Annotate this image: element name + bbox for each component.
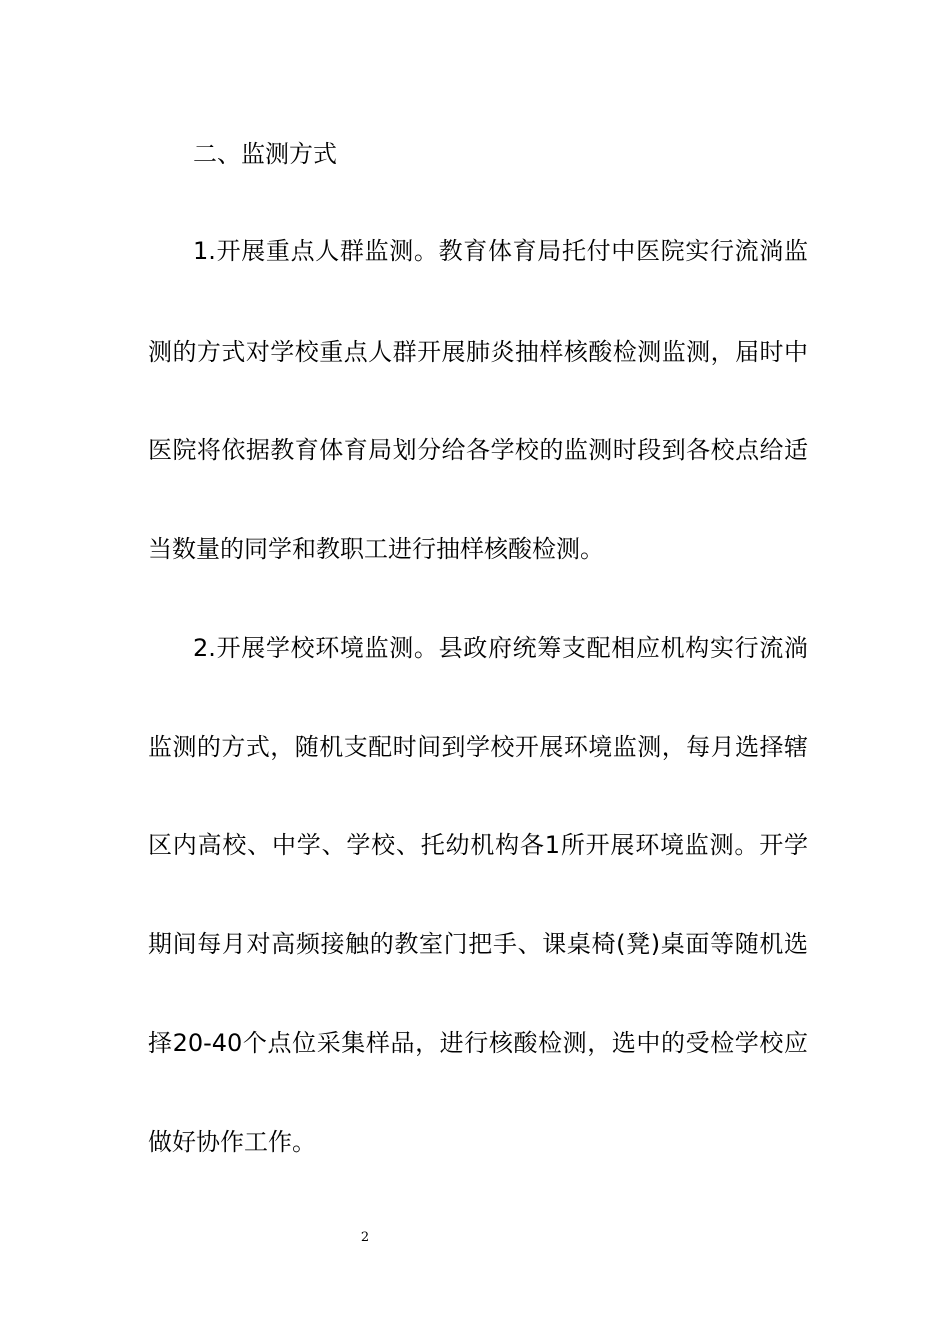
paragraph-2-line-2: 监测的方式，随机支配时间到学校开展环境监测，每月选择辖 [148, 733, 808, 761]
paragraph-2-line-6: 做好协作工作。 [148, 1128, 316, 1156]
paragraph-2-line-3: 区内高校、中学、学校、托幼机构各1所开展环境监测。开学 [148, 831, 808, 859]
paragraph-1-line-1: 1.开展重点人群监测。教育体育局托付中医院实行流淌监 [193, 237, 808, 265]
paragraph-1-line-2: 测的方式对学校重点人群开展肺炎抽样核酸检测监测，届时中 [148, 338, 808, 366]
paragraph-2-line-1: 2.开展学校环境监测。县政府统筹支配相应机构实行流淌 [193, 634, 808, 662]
paragraph-1-line-4: 当数量的同学和教职工进行抽样核酸检测。 [148, 535, 604, 563]
page-number: 2 [360, 1230, 370, 1245]
paragraph-2-line-5: 择20-40个点位采集样品，进行核酸检测，选中的受检学校应 [148, 1029, 808, 1057]
paragraph-1-line-3: 医院将依据教育体育局划分给各学校的监测时段到各校点给适 [148, 436, 808, 464]
section-heading: 二、监测方式 [193, 140, 337, 168]
paragraph-2-line-4: 期间每月对高频接触的教室门把手、课桌椅(凳)桌面等随机选 [148, 930, 808, 958]
